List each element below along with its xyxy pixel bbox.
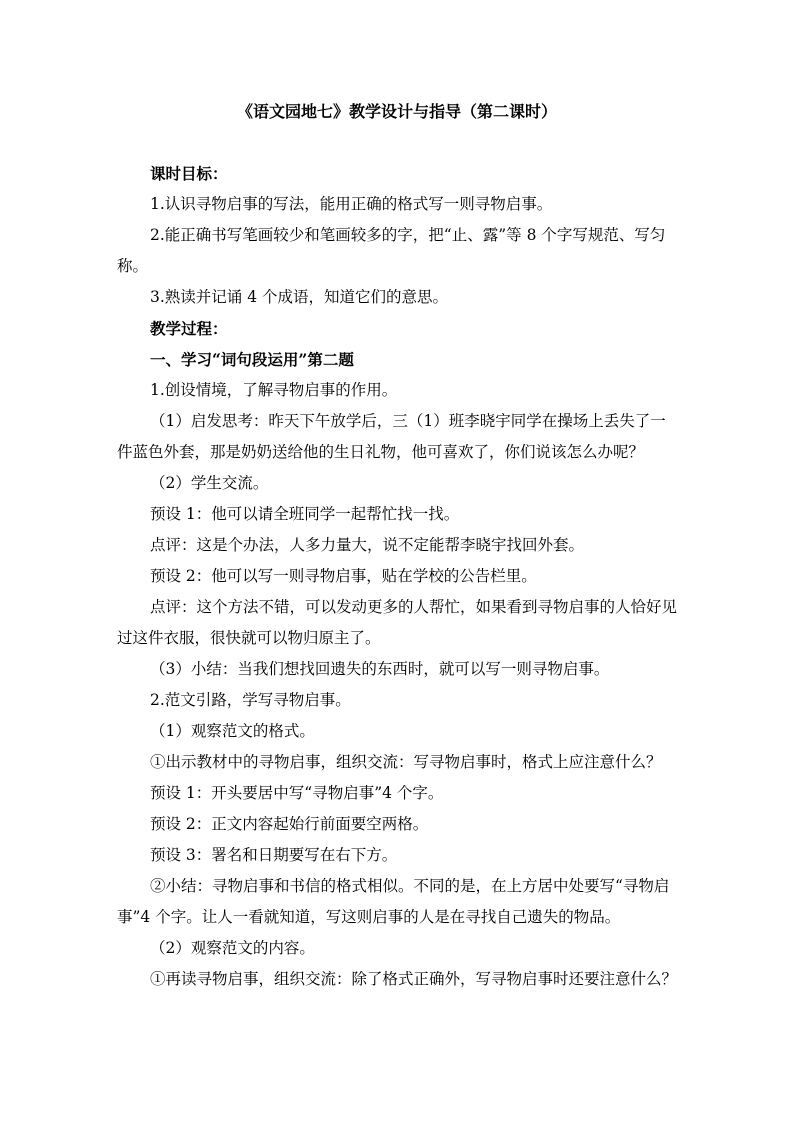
paragraph-step-2-1: （1）观察范文的格式。 (150, 722, 315, 740)
paragraph-step-2: 2.范文引路，学写寻物启事。 (150, 691, 351, 709)
paragraph-format-summary: ②小结：寻物启事和书信的格式相似。不同的是，在上方居中处要写“寻物启事”4 个字。让人一看就知道，写这则启事的人是在寻找自己遗失的物品。 (117, 877, 670, 926)
paragraph-format-preset-2: 预设 2：正文内容起始行前面要空两格。 (150, 815, 429, 833)
paragraph-format-preset-3: 预设 3：署名和日期要写在右下方。 (150, 846, 398, 864)
paragraph-preset-1: 预设 1：他可以请全班同学一起帮忙找一找。 (150, 505, 460, 523)
paragraph-step-1: 1.创设情境，了解寻物启事的作用。 (150, 381, 398, 399)
paragraph-step-2-2: （2）观察范文的内容。 (150, 939, 315, 957)
paragraph-step-1-1: （1）启发思考：昨天下午放学后，三（1）班李晓宇同学在操场上丢失了一件蓝色外套，那是奶奶送给他的生日礼物，他可喜欢了，你们说该怎么办呢？ (117, 412, 666, 461)
paragraph-step-1-2: （2）学生交流。 (150, 474, 269, 492)
paragraph-goal-1: 1.认识寻物启事的写法，能用正确的格式写一则寻物启事。 (150, 195, 553, 213)
paragraph-lesson-goals-heading: 课时目标： (150, 164, 228, 183)
paragraph-comment-2: 点评：这个方法不错，可以发动更多的人帮忙，如果看到寻物启事的人恰好见过这件衣服，很快就可以物归原主了。 (117, 598, 678, 647)
paragraph-step-1-3: （3）小结：当我们想找回遗失的东西时，就可以写一则寻物启事。 (150, 660, 610, 678)
paragraph-section-1-heading: 一、学习“词句段运用”第二题 (150, 350, 354, 369)
paragraph-format-question: ①出示教材中的寻物启事，组织交流：写寻物启事时，格式上应注意什么？ (150, 753, 662, 771)
paragraph-goal-2: 2.能正确书写笔画较少和笔画较多的字，把“止、露”等 8 个字写规范、写匀称。 (117, 226, 666, 275)
paragraph-content-question: ①再读寻物启事，组织交流：除了格式正确外，写寻物启事时还要注意什么？ (150, 970, 678, 988)
paragraph-comment-1: 点评：这是个办法，人多力量大，说不定能帮李晓宇找回外套。 (150, 536, 585, 554)
paragraph-goal-3: 3.熟读并记诵 4 个成语，知道它们的意思。 (150, 288, 449, 306)
document-body (117, 158, 677, 995)
document-title: 《语文园地七》教学设计与指导（第二课时） (236, 102, 557, 121)
paragraph-format-preset-1: 预设 1：开头要居中写“寻物启事”4 个字。 (150, 784, 444, 802)
paragraph-process-heading: 教学过程： (150, 319, 228, 338)
paragraph-preset-2: 预设 2：他可以写一则寻物启事，贴在学校的公告栏里。 (150, 567, 537, 585)
